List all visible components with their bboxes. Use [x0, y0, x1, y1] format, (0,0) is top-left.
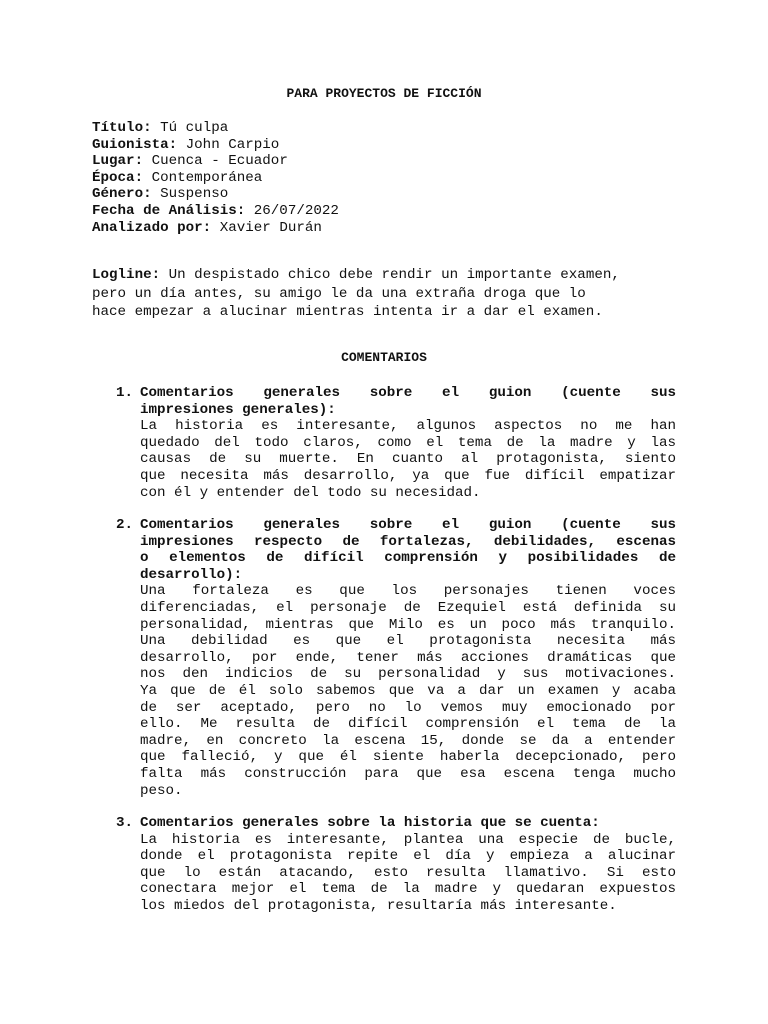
section-text-line: diferenciadas, el personaje de Ezequiel está definida su: [140, 599, 676, 616]
section-text-line: que lo están atacando, esto resulta llamativo. Si esto: [140, 864, 676, 881]
section-heading-line: Comentarios generales sobre la historia que se cuenta:: [140, 815, 600, 831]
section-text-line: que falleció, y que él siente haberla decepcionado, pero: [140, 749, 676, 766]
logline-block: [92, 266, 672, 322]
logline-line: [92, 303, 672, 322]
metadata-label: Guionista:: [92, 136, 178, 153]
metadata-label: Época:: [92, 169, 144, 186]
metadata-label: Fecha de Análisis:: [92, 202, 246, 219]
metadata-value: Cuenca - Ecuador: [143, 153, 288, 170]
section-heading-line: impresiones generales):: [140, 401, 336, 418]
metadata-label: Analizado por:: [92, 219, 212, 236]
metadata-label: Género:: [92, 186, 152, 203]
logline-line: [92, 285, 672, 304]
comment-section-1: [116, 385, 676, 501]
metadata-row: [92, 203, 339, 220]
logline-text: pero un día antes, su amigo le da una extraña droga que lo: [92, 285, 586, 302]
section-body: [140, 385, 676, 501]
section-text-line: con él y entender del todo su necesidad.: [140, 484, 481, 501]
section-text-line: Ya que de él solo sabemos que va a dar un examen y acaba: [140, 682, 676, 699]
section-text-line: donde el protagonista repite el día y empieza a alucinar: [140, 848, 676, 865]
section-text-line: La historia es interesante, algunos aspectos no me han: [140, 418, 676, 435]
section-text-line: madre, en concreto la escena 15, donde se da a entender: [140, 732, 676, 749]
metadata-row: [92, 120, 339, 137]
section-number: 3.: [116, 815, 134, 831]
section-heading-line: Comentarios generales sobre el guion (cuente sus: [140, 385, 676, 401]
section-text-line: los miedos del protagonista, resultaría más interesante.: [140, 897, 617, 914]
metadata-row: [92, 220, 339, 237]
metadata-value: Suspenso: [151, 186, 229, 203]
section-number: 2.: [116, 517, 134, 533]
section-number: 1.: [116, 385, 134, 401]
section-text-line: quedado del todo claros, como el tema de la madre y las: [140, 434, 676, 451]
section-heading-line: desarrollo):: [140, 566, 243, 583]
section-body: [140, 815, 676, 915]
section-text-line: Una fortaleza es que los personajes tienen voces: [140, 583, 676, 600]
section-text-line: desarrollo, por ende, tener más acciones dramáticas que: [140, 649, 676, 666]
section-text-line: personalidad, mientras que Milo es un poco más tranquilo.: [140, 616, 676, 633]
section-text-line: de ser aceptado, pero no lo vemos muy emocionado por: [140, 699, 676, 716]
section-heading-line: Comentarios generales sobre el guion (cuente sus: [140, 517, 676, 533]
metadata-row: [92, 137, 339, 154]
comments-heading: COMENTARIOS: [341, 350, 427, 365]
metadata-value: Tú culpa: [151, 120, 229, 136]
comment-section-2: [116, 517, 676, 799]
metadata-label: Lugar:: [92, 153, 144, 170]
section-text-line: falta más construcción para que esa escena tenga mucho: [140, 765, 676, 782]
metadata-row: [92, 186, 339, 203]
section-text-line: ello. Me resulta de difícil comprensión el tema de la: [140, 716, 676, 733]
metadata-value: Xavier Durán: [211, 219, 322, 236]
section-body: [140, 517, 676, 799]
metadata-value: Contemporánea: [143, 169, 263, 186]
metadata-row: [92, 153, 339, 170]
metadata-value: John Carpio: [177, 136, 280, 153]
metadata-label: Título:: [92, 120, 152, 136]
section-text-line: que necesita más desarrollo, ya que fue difícil empatizar: [140, 467, 676, 484]
section-text-line: La historia es interesante, plantea una especie de bucle,: [140, 831, 676, 848]
page-title: PARA PROYECTOS DE FICCIÓN: [286, 86, 482, 101]
section-text-line: conectara mejor el tema de la madre y quedaran expuestos: [140, 881, 676, 898]
metadata-value: 26/07/2022: [245, 202, 339, 219]
metadata-block: [92, 120, 339, 236]
section-text-line: peso.: [140, 782, 183, 799]
comment-section-3: [116, 815, 676, 915]
section-text-line: Una debilidad es que el protagonista necesita más: [140, 633, 676, 650]
section-heading-line: impresiones respecto de fortalezas, debilidades, escenas: [140, 533, 676, 550]
metadata-row: [92, 170, 339, 187]
logline-label: Logline:: [92, 267, 161, 283]
logline-line: [92, 266, 672, 285]
section-heading-line: o elementos de difícil comprensión y posibilidades de: [140, 550, 676, 567]
logline-text: hace empezar a alucinar mientras intenta ir a dar el examen.: [92, 304, 603, 320]
section-text-line: causas de su muerte. En cuanto al protagonista, siento: [140, 451, 676, 468]
section-text-line: nos den indicios de su personalidad y sus motivaciones.: [140, 666, 676, 683]
logline-text: Un despistado chico debe rendir un importante examen,: [160, 267, 620, 283]
